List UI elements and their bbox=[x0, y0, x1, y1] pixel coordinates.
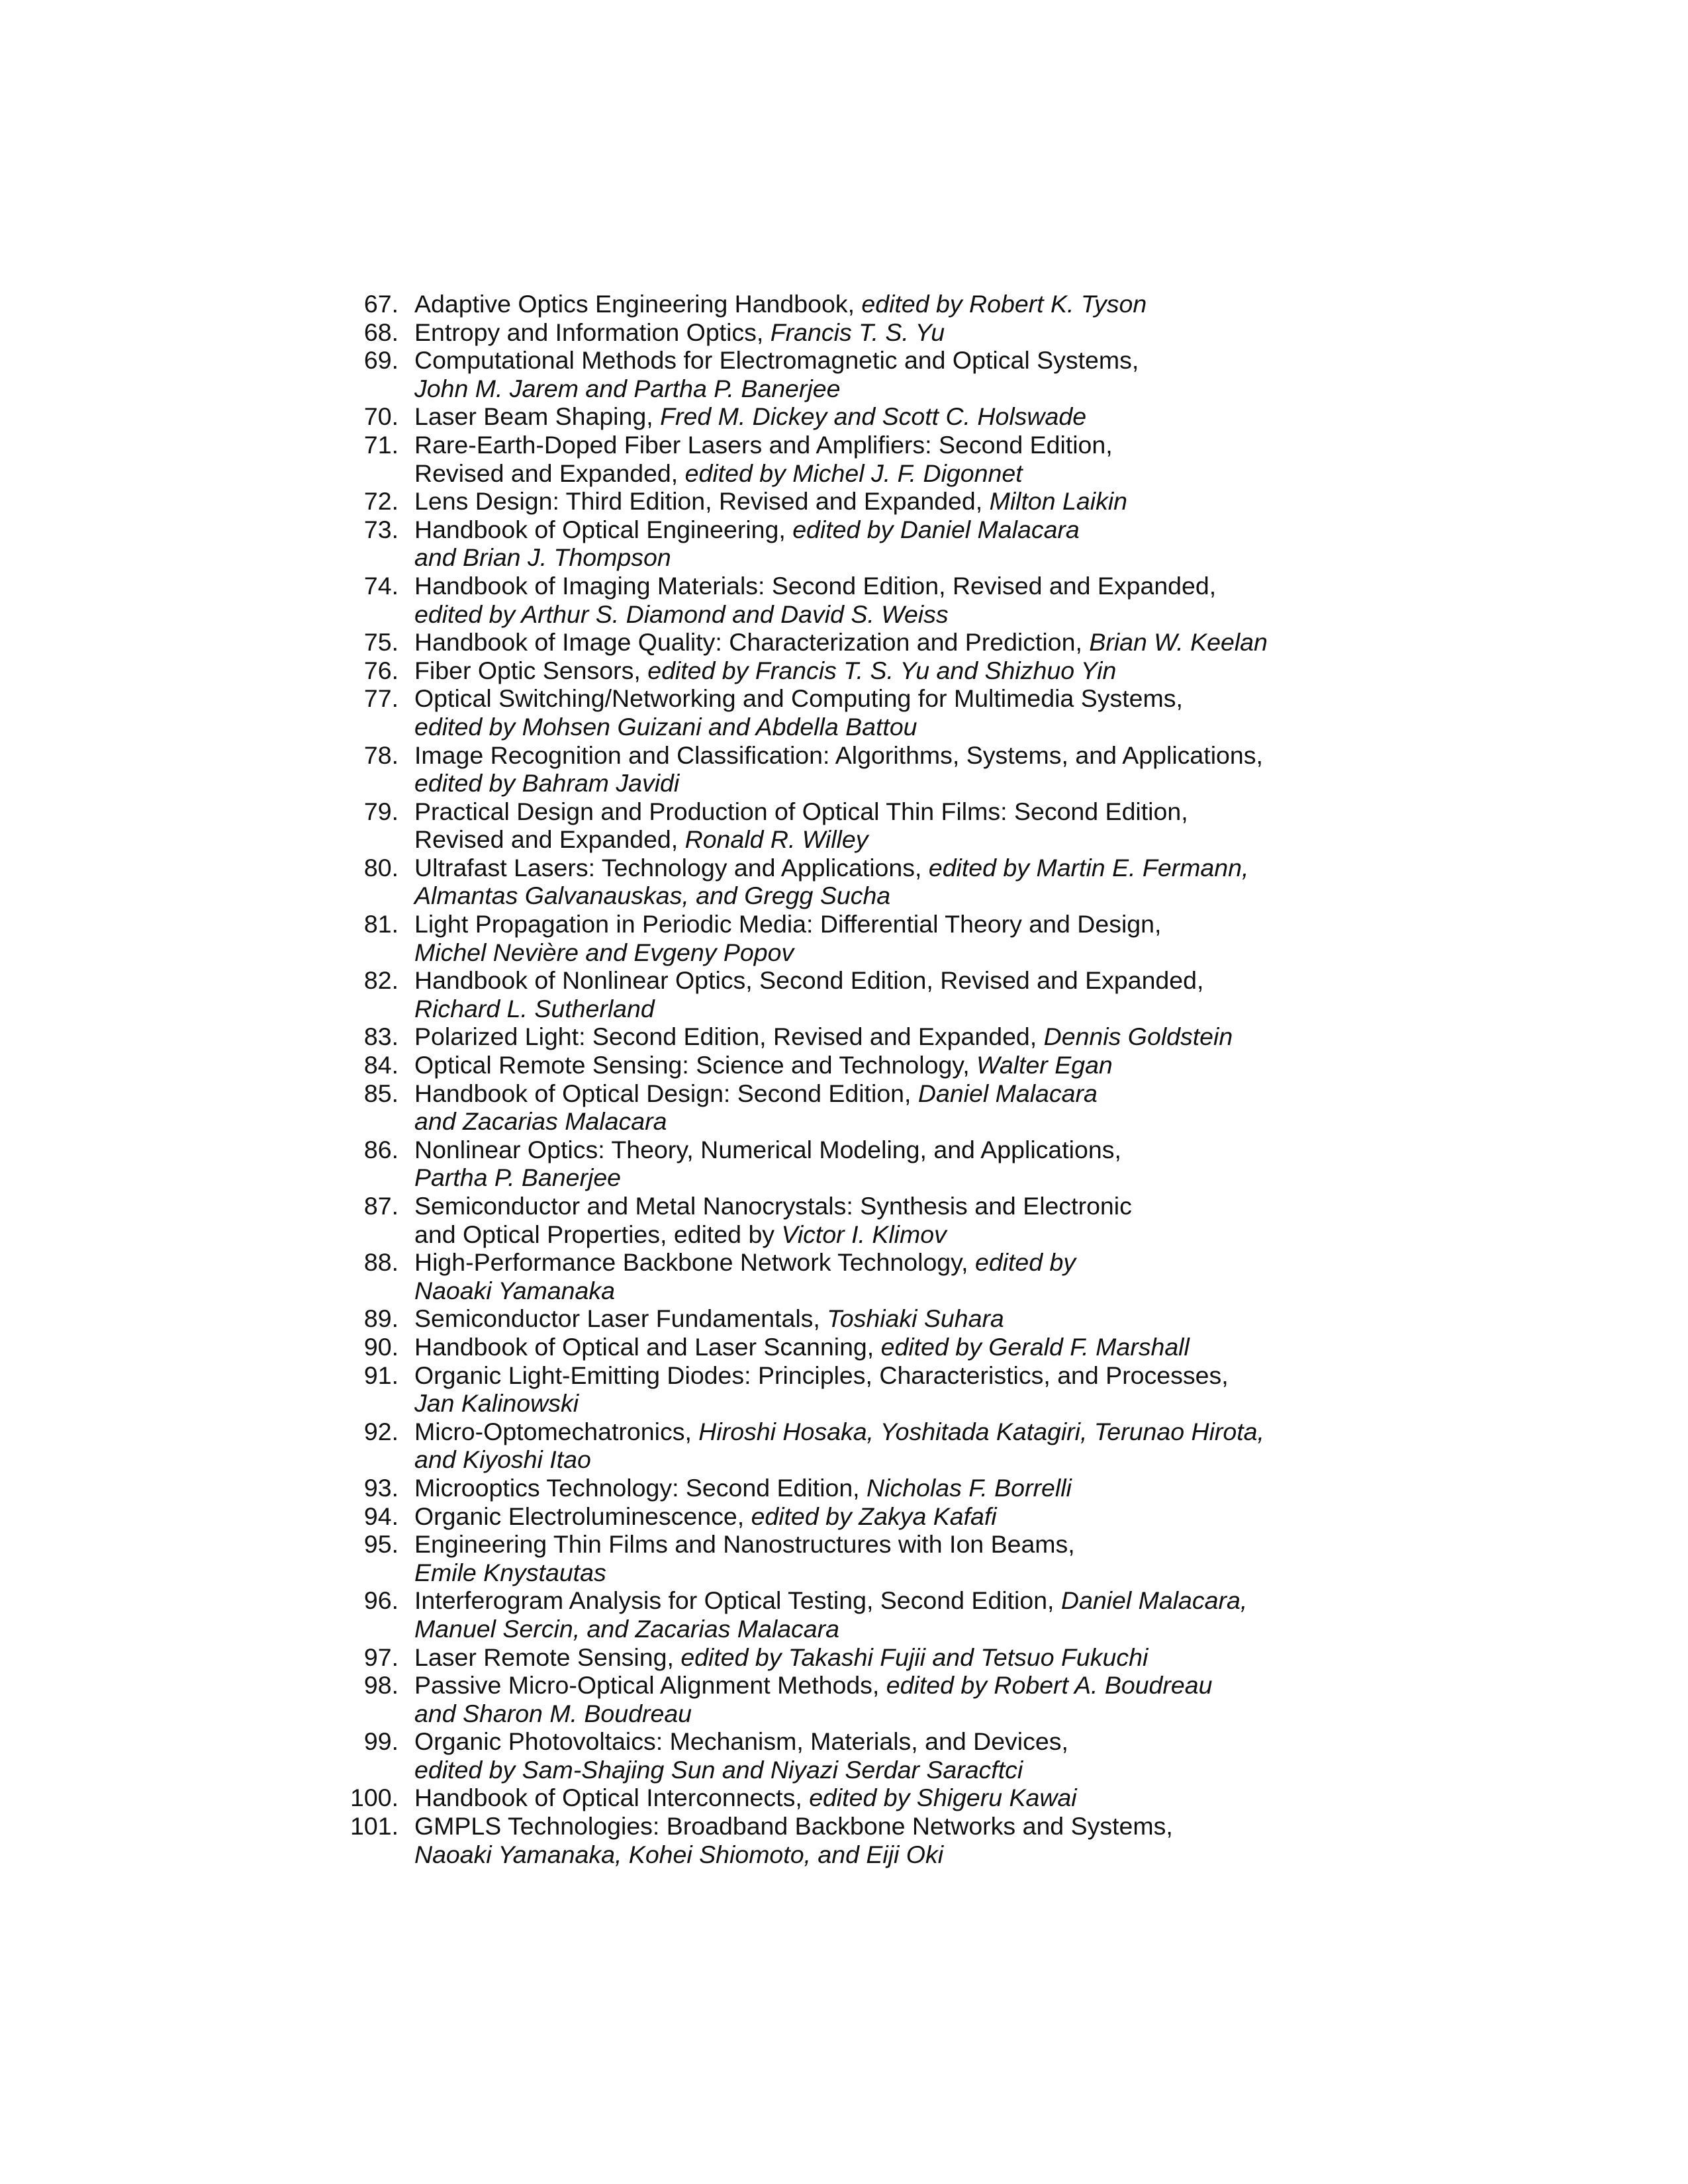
title-text: Engineering Thin Films and Nanostructures with Ion Beams, bbox=[414, 1530, 1075, 1559]
author-text: Hiroshi Hosaka, Yoshitada Katagiri, Terunao Hirota, bbox=[698, 1417, 1264, 1445]
author-text: Daniel Malacara, bbox=[1060, 1586, 1248, 1615]
item-line bbox=[414, 1615, 1370, 1643]
item-line bbox=[414, 516, 1370, 544]
list-item bbox=[338, 1502, 1370, 1531]
item-text bbox=[414, 1361, 1370, 1418]
author-text: edited by Martin E. Fermann, bbox=[928, 853, 1249, 882]
item-text bbox=[414, 1784, 1370, 1812]
title-text: Passive Micro-Optical Alignment Methods, bbox=[414, 1671, 886, 1700]
author-text: edited by Mohsen Guizani and Abdella Battou bbox=[414, 712, 917, 741]
title-text: GMPLS Technologies: Broadband Backbone Networks and Systems, bbox=[414, 1812, 1173, 1841]
list-item bbox=[338, 1079, 1370, 1136]
item-number: 79. bbox=[363, 797, 399, 825]
title-text: Fiber Optic Sensors, bbox=[414, 656, 648, 684]
title-text: Handbook of Optical and Laser Scanning, bbox=[414, 1332, 881, 1361]
item-line bbox=[414, 628, 1370, 657]
item-line bbox=[414, 318, 1370, 347]
item-text bbox=[414, 1586, 1370, 1643]
item-line bbox=[414, 1700, 1370, 1728]
item-line bbox=[414, 459, 1370, 488]
item-number: 95. bbox=[363, 1530, 399, 1559]
item-text bbox=[414, 741, 1370, 797]
item-text bbox=[414, 657, 1370, 685]
author-text: and Sharon M. Boudreau bbox=[414, 1699, 692, 1727]
list-item bbox=[338, 516, 1370, 572]
item-line bbox=[414, 1051, 1370, 1079]
item-number: 99. bbox=[363, 1727, 399, 1756]
item-number: 67. bbox=[363, 290, 399, 318]
list-item bbox=[338, 1474, 1370, 1502]
item-line bbox=[414, 543, 1370, 572]
item-number: 90. bbox=[363, 1332, 399, 1361]
item-number: 91. bbox=[363, 1361, 399, 1389]
item-text bbox=[414, 1051, 1370, 1079]
item-text bbox=[414, 1023, 1370, 1051]
title-text: Image Recognition and Classification: Algorithms, Systems, and Applications, bbox=[414, 741, 1263, 769]
item-text bbox=[414, 572, 1370, 628]
item-text bbox=[414, 1812, 1370, 1868]
list-item bbox=[338, 797, 1370, 854]
item-text bbox=[414, 318, 1370, 347]
item-text bbox=[414, 910, 1370, 966]
title-text: Practical Design and Production of Optical Thin Films: Second Edition, bbox=[414, 797, 1188, 825]
list-item bbox=[338, 318, 1370, 347]
item-line bbox=[414, 1643, 1370, 1672]
item-number: 82. bbox=[363, 966, 399, 995]
list-item bbox=[338, 1136, 1370, 1192]
title-text: Microoptics Technology: Second Edition, bbox=[414, 1473, 867, 1502]
item-text bbox=[414, 1671, 1370, 1727]
item-line bbox=[414, 684, 1370, 713]
title-text: Handbook of Optical Engineering, bbox=[414, 515, 793, 543]
item-line bbox=[414, 1220, 1370, 1249]
author-text: John M. Jarem and Partha P. Banerjee bbox=[414, 374, 841, 402]
item-text bbox=[414, 1727, 1370, 1784]
item-number: 76. bbox=[363, 656, 399, 684]
item-number: 83. bbox=[363, 1023, 399, 1051]
item-line bbox=[414, 713, 1370, 741]
author-text: edited by Takashi Fujii and Tetsuo Fukuchi bbox=[680, 1643, 1149, 1671]
item-line bbox=[414, 1136, 1370, 1164]
list-item bbox=[338, 657, 1370, 685]
item-line bbox=[414, 290, 1370, 318]
item-text bbox=[414, 1079, 1370, 1136]
item-number: 97. bbox=[363, 1643, 399, 1671]
item-number: 73. bbox=[363, 515, 399, 543]
title-text: Optical Switching/Networking and Computing for Multimedia Systems, bbox=[414, 684, 1183, 713]
list-item bbox=[338, 854, 1370, 910]
title-text: Semiconductor and Metal Nanocrystals: Synthesis and Electronic bbox=[414, 1192, 1132, 1220]
item-line bbox=[414, 1389, 1370, 1418]
item-text bbox=[414, 628, 1370, 657]
item-text bbox=[414, 1136, 1370, 1192]
author-text: edited by Arthur S. Diamond and David S. Weiss bbox=[414, 600, 949, 628]
author-text: Almantas Galvanauskas, and Gregg Sucha bbox=[414, 882, 891, 910]
author-text: Francis T. S. Yu bbox=[770, 318, 945, 346]
item-line bbox=[414, 1277, 1370, 1305]
title-text: Computational Methods for Electromagnetic and Optical Systems, bbox=[414, 346, 1139, 375]
title-text: Revised and Expanded, bbox=[414, 825, 685, 854]
author-text: Walter Egan bbox=[976, 1051, 1113, 1079]
item-line bbox=[414, 1474, 1370, 1502]
author-text: Jan Kalinowski bbox=[414, 1389, 579, 1418]
author-text: Michel Nevière and Evgeny Popov bbox=[414, 938, 794, 966]
title-text: Entropy and Information Optics, bbox=[414, 318, 771, 346]
item-line bbox=[414, 966, 1370, 995]
list-item bbox=[338, 1784, 1370, 1812]
item-number: 98. bbox=[363, 1671, 399, 1700]
author-text: edited by Michel J. F. Digonnet bbox=[684, 459, 1023, 487]
item-line bbox=[414, 487, 1370, 516]
author-text: edited by Sam-Shajing Sun and Niyazi Serdar Saracftci bbox=[414, 1755, 1023, 1784]
item-line bbox=[414, 1812, 1370, 1841]
author-text: edited by Robert A. Boudreau bbox=[886, 1671, 1213, 1700]
list-item bbox=[338, 1361, 1370, 1418]
title-text: Polarized Light: Second Edition, Revised and Expanded, bbox=[414, 1023, 1044, 1051]
item-line bbox=[414, 572, 1370, 600]
author-text: edited by Gerald F. Marshall bbox=[880, 1332, 1190, 1361]
item-line bbox=[414, 1841, 1370, 1869]
item-line bbox=[414, 1163, 1370, 1192]
item-number: 85. bbox=[363, 1079, 399, 1107]
author-text: Daniel Malacara bbox=[917, 1079, 1098, 1107]
item-number: 72. bbox=[363, 487, 399, 516]
item-text bbox=[414, 854, 1370, 910]
item-number: 78. bbox=[363, 741, 399, 769]
author-text: Fred M. Dickey and Scott C. Holswade bbox=[660, 402, 1087, 431]
item-text bbox=[414, 1333, 1370, 1361]
item-text bbox=[414, 1418, 1370, 1474]
list-item bbox=[338, 402, 1370, 431]
item-line bbox=[414, 1079, 1370, 1108]
title-text: Rare-Earth-Doped Fiber Lasers and Amplifiers: Second Edition, bbox=[414, 430, 1113, 459]
item-line bbox=[414, 1586, 1370, 1615]
item-text bbox=[414, 966, 1370, 1023]
author-text: Dennis Goldstein bbox=[1043, 1023, 1233, 1051]
item-line bbox=[414, 741, 1370, 770]
item-line bbox=[414, 854, 1370, 882]
list-item bbox=[338, 684, 1370, 741]
author-text: Naoaki Yamanaka bbox=[414, 1276, 615, 1304]
item-line bbox=[414, 431, 1370, 459]
item-line bbox=[414, 1107, 1370, 1136]
author-text: Victor I. Klimov bbox=[781, 1220, 947, 1248]
item-line bbox=[414, 1502, 1370, 1531]
title-text: Semiconductor Laser Fundamentals, bbox=[414, 1304, 827, 1333]
title-text: Light Propagation in Periodic Media: Differential Theory and Design, bbox=[414, 910, 1162, 938]
list-item bbox=[338, 1643, 1370, 1672]
author-text: Milton Laikin bbox=[989, 487, 1128, 516]
item-line bbox=[414, 346, 1370, 375]
list-item bbox=[338, 1248, 1370, 1304]
item-line bbox=[414, 657, 1370, 685]
list-item bbox=[338, 1192, 1370, 1248]
item-line bbox=[414, 1445, 1370, 1474]
author-text: Ronald R. Willey bbox=[684, 825, 868, 854]
item-text bbox=[414, 290, 1370, 318]
list-item bbox=[338, 1727, 1370, 1784]
author-text: Naoaki Yamanaka, Kohei Shiomoto, and Eiji Oki bbox=[414, 1840, 944, 1868]
item-line bbox=[414, 402, 1370, 431]
item-line bbox=[414, 1784, 1370, 1812]
list-item bbox=[338, 1586, 1370, 1643]
title-text: Ultrafast Lasers: Technology and Applications, bbox=[414, 853, 929, 882]
title-text: High-Performance Backbone Network Technology, bbox=[414, 1248, 975, 1277]
item-text bbox=[414, 1192, 1370, 1248]
item-number: 75. bbox=[363, 628, 399, 657]
title-text: Laser Remote Sensing, bbox=[414, 1643, 681, 1671]
list-item bbox=[338, 1051, 1370, 1079]
title-text: and Optical Properties, edited by bbox=[414, 1220, 782, 1248]
title-text: Revised and Expanded, bbox=[414, 459, 685, 487]
item-number: 92. bbox=[363, 1417, 399, 1445]
item-text bbox=[414, 1502, 1370, 1531]
title-text: Organic Photovoltaics: Mechanism, Materials, and Devices, bbox=[414, 1727, 1068, 1756]
title-text: Laser Beam Shaping, bbox=[414, 402, 661, 431]
title-text: Handbook of Nonlinear Optics, Second Edition, Revised and Expanded, bbox=[414, 966, 1204, 995]
list-item bbox=[338, 741, 1370, 797]
author-text: edited by bbox=[974, 1248, 1076, 1277]
author-text: and Brian J. Thompson bbox=[414, 543, 671, 572]
list-item bbox=[338, 1418, 1370, 1474]
author-text: edited by Daniel Malacara bbox=[792, 515, 1080, 543]
title-text: Handbook of Imaging Materials: Second Edition, Revised and Expanded, bbox=[414, 571, 1217, 600]
item-text bbox=[414, 1643, 1370, 1672]
title-text: Nonlinear Optics: Theory, Numerical Modeling, and Applications, bbox=[414, 1135, 1121, 1163]
author-text: edited by Francis T. S. Yu and Shizhuo Yin bbox=[647, 656, 1117, 684]
list-item bbox=[338, 290, 1370, 318]
title-text: Handbook of Image Quality: Characterization and Prediction, bbox=[414, 628, 1090, 657]
item-number: 86. bbox=[363, 1135, 399, 1163]
item-number: 80. bbox=[363, 853, 399, 882]
item-line bbox=[414, 825, 1370, 854]
author-text: Richard L. Sutherland bbox=[414, 994, 655, 1023]
item-line bbox=[414, 1671, 1370, 1700]
item-line bbox=[414, 1756, 1370, 1784]
item-number: 84. bbox=[363, 1051, 399, 1079]
item-number: 87. bbox=[363, 1192, 399, 1220]
list-item bbox=[338, 910, 1370, 966]
item-number: 81. bbox=[363, 910, 399, 938]
item-number: 77. bbox=[363, 684, 399, 713]
item-text bbox=[414, 1530, 1370, 1586]
list-item bbox=[338, 1333, 1370, 1361]
author-text: Brian W. Keelan bbox=[1089, 628, 1268, 657]
item-number: 74. bbox=[363, 571, 399, 600]
item-line bbox=[414, 1727, 1370, 1756]
item-number: 70. bbox=[363, 402, 399, 431]
item-line bbox=[414, 1248, 1370, 1277]
list-item bbox=[338, 346, 1370, 402]
item-number: 94. bbox=[363, 1502, 399, 1530]
item-line bbox=[414, 1304, 1370, 1333]
item-line bbox=[414, 1333, 1370, 1361]
item-text bbox=[414, 1248, 1370, 1304]
title-text: Adaptive Optics Engineering Handbook, bbox=[414, 290, 862, 318]
item-text bbox=[414, 797, 1370, 854]
title-text: Micro-Optomechatronics, bbox=[414, 1417, 699, 1445]
author-text: and Kiyoshi Itao bbox=[414, 1445, 591, 1474]
item-text bbox=[414, 402, 1370, 431]
item-line bbox=[414, 938, 1370, 967]
item-number: 101. bbox=[350, 1812, 399, 1841]
book-series-list bbox=[338, 290, 1370, 1868]
list-item bbox=[338, 1530, 1370, 1586]
item-line bbox=[414, 375, 1370, 403]
author-text: Toshiaki Suhara bbox=[827, 1304, 1004, 1333]
item-line bbox=[414, 1559, 1370, 1587]
item-number: 88. bbox=[363, 1248, 399, 1277]
title-text: Organic Electroluminescence, bbox=[414, 1502, 751, 1530]
item-line bbox=[414, 910, 1370, 938]
author-text: edited by Zakya Kafafi bbox=[751, 1502, 997, 1530]
item-text bbox=[414, 346, 1370, 402]
title-text: Handbook of Optical Design: Second Edition, bbox=[414, 1079, 918, 1107]
item-line bbox=[414, 1023, 1370, 1051]
list-item bbox=[338, 1812, 1370, 1868]
list-item bbox=[338, 487, 1370, 516]
author-text: edited by Bahram Javidi bbox=[414, 769, 680, 797]
item-number: 69. bbox=[363, 346, 399, 375]
item-line bbox=[414, 1418, 1370, 1446]
title-text: Organic Light-Emitting Diodes: Principles, Characteristics, and Processes, bbox=[414, 1361, 1229, 1389]
author-text: Manuel Sercin, and Zacarias Malacara bbox=[414, 1614, 839, 1643]
item-number: 93. bbox=[363, 1473, 399, 1502]
item-text bbox=[414, 684, 1370, 741]
item-line bbox=[414, 882, 1370, 910]
author-text: and Zacarias Malacara bbox=[414, 1107, 667, 1136]
list-item bbox=[338, 628, 1370, 657]
item-text bbox=[414, 1304, 1370, 1333]
item-line bbox=[414, 1361, 1370, 1390]
list-item bbox=[338, 1023, 1370, 1051]
author-text: edited by Robert K. Tyson bbox=[861, 290, 1147, 318]
list-item bbox=[338, 1304, 1370, 1333]
title-text: Lens Design: Third Edition, Revised and Expanded, bbox=[414, 487, 990, 516]
list-item bbox=[338, 431, 1370, 487]
item-line bbox=[414, 797, 1370, 826]
item-line bbox=[414, 600, 1370, 629]
author-text: Emile Knystautas bbox=[414, 1558, 606, 1586]
item-text bbox=[414, 487, 1370, 516]
item-number: 68. bbox=[363, 318, 399, 346]
author-text: Partha P. Banerjee bbox=[414, 1163, 622, 1192]
title-text: Handbook of Optical Interconnects, bbox=[414, 1784, 810, 1812]
item-text bbox=[414, 516, 1370, 572]
item-line bbox=[414, 1530, 1370, 1559]
item-line bbox=[414, 1192, 1370, 1220]
item-number: 71. bbox=[363, 430, 399, 459]
item-text bbox=[414, 431, 1370, 487]
author-text: edited by Shigeru Kawai bbox=[809, 1784, 1077, 1812]
item-line bbox=[414, 995, 1370, 1023]
item-number: 96. bbox=[363, 1586, 399, 1615]
item-line bbox=[414, 769, 1370, 797]
list-item bbox=[338, 966, 1370, 1023]
list-item bbox=[338, 572, 1370, 628]
item-number: 89. bbox=[363, 1304, 399, 1333]
title-text: Optical Remote Sensing: Science and Technology, bbox=[414, 1051, 977, 1079]
title-text: Interferogram Analysis for Optical Testing, Second Edition, bbox=[414, 1586, 1061, 1615]
list-item bbox=[338, 1671, 1370, 1727]
item-text bbox=[414, 1474, 1370, 1502]
author-text: Nicholas F. Borrelli bbox=[867, 1473, 1072, 1502]
item-number: 100. bbox=[350, 1784, 399, 1812]
